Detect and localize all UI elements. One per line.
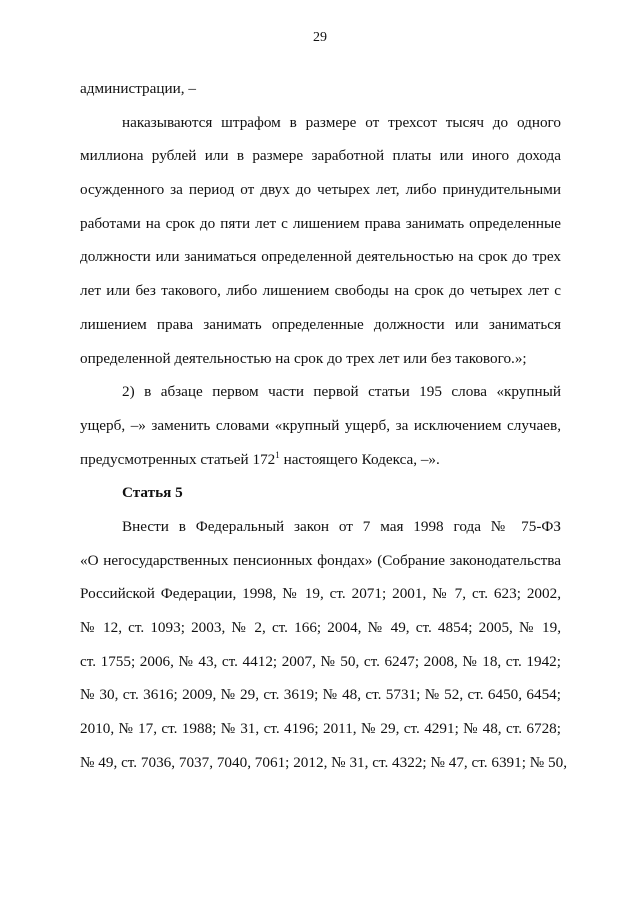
superscript: 1 bbox=[275, 449, 280, 460]
text-line: ст. 1755; 2006, № 43, ст. 4412; 2007, № 50, ст. 6247; 2008, № 18, ст. 1942; bbox=[80, 652, 561, 670]
article-heading: Статья 5 bbox=[122, 484, 183, 502]
text-line: № 30, ст. 3616; 2009, № 29, ст. 3619; № 48, ст. 5731; № 52, ст. 6450, 6454; bbox=[80, 686, 561, 704]
text-line: лишением права занимать определенные должности или заниматься bbox=[80, 315, 561, 333]
text-line: № 49, ст. 7036, 7037, 7040, 7061; 2012, № 31, ст. 4322; № 47, ст. 6391; № 50, bbox=[80, 753, 568, 771]
text-line: Внести в Федеральный закон от 7 мая 1998 года № 75-ФЗ bbox=[122, 517, 561, 535]
text-fragment: предусмотренных статьей 172 bbox=[80, 450, 276, 468]
text-line: работами на срок до пяти лет с лишением права занимать определенные bbox=[80, 214, 561, 232]
text-line-with-footnote bbox=[80, 443, 561, 477]
text-line: наказываются штрафом в размере от трехсот тысяч до одного bbox=[122, 113, 561, 131]
text-line: осужденного за период от двух до четырех лет, либо принудительными bbox=[80, 181, 561, 199]
text-line: администрации, – bbox=[80, 80, 196, 97]
page-number: 29 bbox=[313, 30, 327, 45]
text-line: определенной деятельностью на срок до трех лет или без такового.»; bbox=[80, 349, 527, 367]
text-line: № 12, ст. 1093; 2003, № 2, ст. 166; 2004, № 49, ст. 4854; 2005, № 19, bbox=[80, 619, 561, 636]
document-body bbox=[80, 72, 568, 779]
text-line: миллиона рублей или в размере заработной платы или иного дохода bbox=[80, 147, 561, 165]
text-fragment: настоящего Кодекса, –». bbox=[279, 450, 440, 468]
text-line: ущерб, –» заменить словами «крупный ущерб, за исключением случаев, bbox=[80, 416, 561, 434]
text-line: 2010, № 17, ст. 1988; № 31, ст. 4196; 2011, № 29, ст. 4291; № 48, ст. 6728; bbox=[80, 720, 561, 738]
text-line: должности или заниматься определенной деятельностью на срок до трех bbox=[80, 248, 561, 266]
text-line: «О негосударственных пенсионных фондах» (Собрание законодательства bbox=[80, 551, 561, 569]
text-line: 2) в абзаце первом части первой статьи 195 слова «крупный bbox=[122, 383, 561, 401]
text-line: лет или без такового, либо лишением свободы на срок до четырех лет с bbox=[80, 282, 561, 300]
text-line: Российской Федерации, 1998, № 19, ст. 2071; 2001, № 7, ст. 623; 2002, bbox=[80, 585, 561, 603]
